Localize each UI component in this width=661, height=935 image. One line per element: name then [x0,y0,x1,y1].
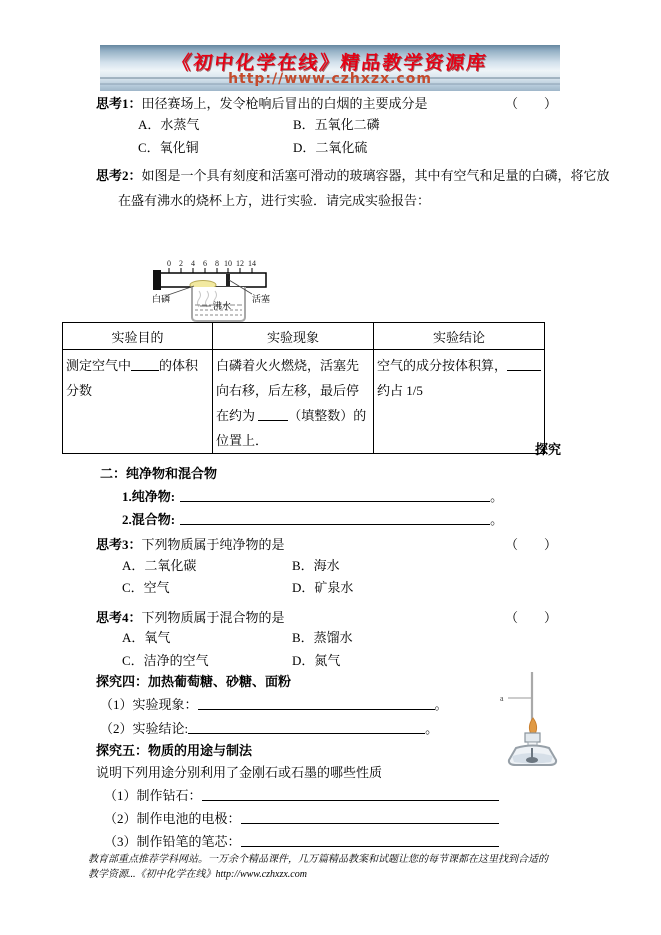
think3-question-line [96,537,285,552]
think4-question-line [96,610,285,625]
footer-line1: 教育部重点推荐学科网站。一万余个精品课件，几万篇精品教案和试题让您的每节课都在这里找到合适的 [88,854,548,865]
think1-option-a: A．水蒸气 [138,117,200,132]
think3-answer-brackets: （ ） [505,537,558,552]
piston-label: 活塞 [252,294,271,304]
explore2-heading: 二：纯净物和混合物 [100,466,218,481]
explore5-pencil-label: （3）制作铅笔的笔芯： [104,834,241,849]
think1-label: 思考1： [96,96,142,111]
think2-line1 [96,168,610,183]
pure-substance-period: 。 [490,489,504,504]
purpose-text-pre: 测定空气中 [66,358,132,373]
think1-option-c: C．氧化铜 [138,140,199,155]
explore4-conclusion-label: （2）实验结论: [100,721,189,736]
think2-label: 思考2： [96,168,142,183]
scale-8: 8 [215,259,219,268]
report-col-conclusion: 实验结论 [374,323,545,350]
think4-label: 思考4： [96,610,142,625]
think2-text1: 如图是一个具有刻度和活塞可滑动的玻璃容器，其中有空气和足量的白磷，将它放 [141,168,610,183]
explore4-conclusion-period: 。 [425,721,439,736]
explore4-phenomenon-row [100,697,448,712]
explore4-phenomenon-label: （1）实验现象： [100,697,198,712]
phenomenon-blank [258,408,288,421]
callout-letter: a [500,694,504,703]
explore5-pencil-blank [241,834,499,847]
tube-end-cap [153,270,161,290]
think1-answer-brackets: （ ） [505,96,558,111]
think3-option-b: B．海水 [292,558,340,573]
think4-question: 下列物质属于混合物的是 [141,610,285,625]
report-col-phenomenon: 实验现象 [213,323,374,350]
phenomenon-text-post: （填整数）的位置上． [216,408,367,448]
explore4-conclusion-blank [188,721,425,734]
phenomenon-text-pre: 白磷着火火燃烧，活塞先向右移，后左移，最后停在约为 [216,358,360,423]
explore5-electrode-row [104,811,499,826]
think3-label: 思考3： [96,537,142,552]
think1-question-line [96,96,428,111]
mixture-period: 。 [490,512,504,527]
banner-title: 《初中化学在线》精品教学资源库 [171,52,489,74]
think1-option-d: D．二氧化硫 [293,140,368,155]
phosphorus-label: 白磷 [152,294,171,304]
think3-option-d: D．矿泉水 [292,580,354,595]
explore4-phenomenon-blank [198,697,435,710]
scale-2: 2 [179,259,183,268]
explore5-electrode-blank [241,811,499,824]
conclusion-text-post: 约占 1/5 [377,383,423,398]
explore5-diamond-blank [202,788,499,801]
think3-question: 下列物质属于纯净物的是 [141,537,285,552]
scale-4: 4 [191,259,195,268]
experiment-report-table [62,322,545,454]
pure-substance-definition-row [122,489,503,504]
think4-option-d: D．氮气 [292,653,341,668]
scale-10: 10 [224,259,232,268]
apparatus-illustration [148,250,298,330]
think1-option-b: B．五氧化二磷 [293,117,380,132]
mixture-label: 2.混合物: [122,512,176,527]
report-cell-phenomenon [213,350,374,454]
explore5-pencil-row [104,834,499,849]
purpose-text-post: 的体积分数 [66,358,199,398]
think2-line2: 在盛有沸水的烧杯上方，进行实验．请完成实验报告： [118,193,431,208]
scale-12: 12 [236,259,244,268]
footer-line2[interactable]: 教学资源...《初中化学在线》http://www.czhxzx.com [88,869,307,880]
tube-scale [167,259,256,273]
report-header-row [63,323,545,350]
explore5-diamond-row [104,788,499,803]
explore5-heading: 探究五：物质的用途与制法 [96,743,253,758]
scale-6: 6 [203,259,207,268]
scale-0: 0 [167,259,171,268]
explore5-diamond-label: （1）制作钻石： [104,788,202,803]
report-cell-purpose [63,350,213,454]
conclusion-line1 [377,358,541,373]
mixture-definition-row [122,512,503,527]
think4-option-a: A．氧气 [122,630,171,645]
scale-14: 14 [248,259,256,268]
alcohol-lamp-illustration [488,650,566,772]
report-col-purpose: 实验目的 [63,323,213,350]
think4-option-b: B．蒸馏水 [292,630,353,645]
boiling-water-label: 沸水 [213,301,232,311]
mixture-blank [180,512,490,525]
report-body-row [63,350,545,454]
site-banner [100,45,560,91]
explore4-conclusion-row [100,721,438,736]
banner-url-link[interactable]: http://www.czhxzx.com [228,71,432,87]
conclusion-blank [507,358,541,371]
think3-option-a: A．二氧化碳 [122,558,197,573]
think4-option-c: C．洁净的空气 [122,653,209,668]
pure-substance-blank [180,489,490,502]
think4-answer-brackets: （ ） [505,610,558,625]
explore5-subtitle: 说明下列用途分别利用了金刚石或石墨的哪些性质 [96,765,383,780]
lamp-collar [525,733,540,742]
think3-option-c: C．空气 [122,580,170,595]
conclusion-text-pre: 空气的成分按体积算， [377,358,508,373]
report-cell-conclusion [374,350,545,454]
explore4-heading: 探究四：加热葡萄糖、砂糖、面粉 [96,674,292,689]
think1-question: 田径赛场上，发令枪响后冒出的白烟的主要成分是 [141,96,428,111]
explore2-heading-prefix: 探究 [535,442,562,457]
explore4-phenomenon-period: 。 [434,697,448,712]
pure-substance-label: 1.纯净物: [122,489,176,504]
purpose-blank [131,358,159,371]
explore5-electrode-label: （2）制作电池的电极： [104,811,241,826]
